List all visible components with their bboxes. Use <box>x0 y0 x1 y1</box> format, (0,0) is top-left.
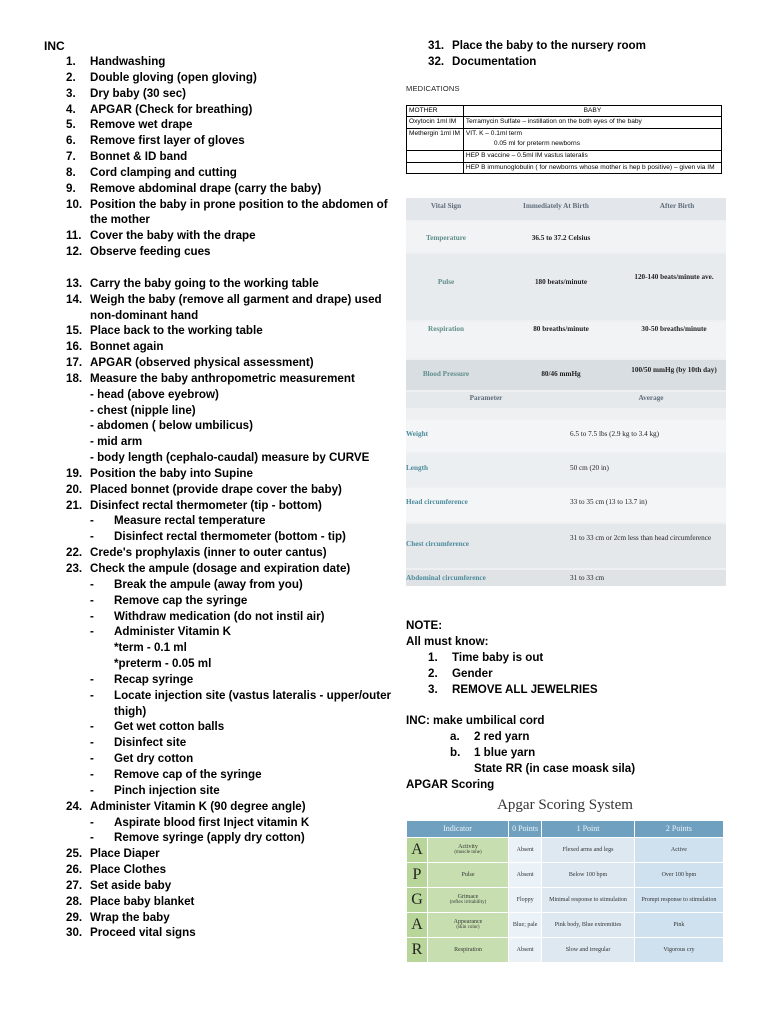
param-label: Weight <box>406 430 428 439</box>
step-item: 26. Place Clothes <box>66 863 167 877</box>
step-item: 4. APGAR (Check for breathing) <box>66 102 253 116</box>
table-row: P Pulse Absent Below 100 bpm Over 100 bpm <box>407 862 724 887</box>
params-header-parameter: Parameter <box>469 394 503 403</box>
medications-table <box>406 105 722 175</box>
apgar-title: Apgar Scoring System <box>497 796 633 813</box>
param-value: 50 cm (20 in) <box>570 464 609 473</box>
sub-item: - Locate injection site (vastus lateralis - upper/outer thigh) <box>90 688 394 720</box>
step-item: 24. Administer Vitamin K (90 degree angle) - Aspirate blood first Inject vitamin K - Remove syringe (apply dry cotton) <box>44 799 394 847</box>
step-item: 25. Place Diaper <box>66 847 160 861</box>
step-item: 28. Place baby blanket <box>66 894 195 908</box>
param-label: Abdominal circumference <box>406 574 486 583</box>
vitals-value: 30-50 breaths/minute <box>641 325 707 334</box>
cord-title: INC: make umbilical cord <box>406 714 545 728</box>
step-item: 7. Bonnet & ID band <box>66 150 188 164</box>
params-header-average: Average <box>638 394 664 403</box>
table-row: R Respiration Absent Slow and irregular Vigorous cry <box>407 937 724 962</box>
apgar-header: Indicator <box>407 820 509 837</box>
step-item: 5. Remove wet drape <box>66 118 193 132</box>
list-item: b. 1 blue yarn <box>450 746 536 759</box>
sub-item: - Pinch injection site <box>90 783 394 799</box>
step-item: 2. Double gloving (open gloving) <box>66 70 257 84</box>
list-item: a. 2 red yarn <box>450 730 530 744</box>
table-row: A Appearance (skin color) Blue; pale Pink body, Blue extremities Pink <box>407 912 724 937</box>
step-item: 3. Dry baby (30 sec) <box>66 86 187 100</box>
vitals-value: 120-140 beats/minute ave. <box>634 273 714 282</box>
apgar-table <box>406 820 724 963</box>
step-item: 10. Position the baby in prone position to the abdomen of the mother <box>66 197 388 227</box>
step-item: 16. Bonnet again <box>66 340 164 354</box>
dose-item: *preterm - 0.05 ml <box>114 657 212 671</box>
apgar-scoring-image <box>406 797 724 963</box>
state-rr-text: State RR (in case moask sila) <box>474 761 636 775</box>
step-item: 29. Wrap the baby <box>66 910 170 924</box>
apgar-header: 2 Points <box>634 820 723 837</box>
sub-item: - Remove syringe (apply dry cotton) <box>90 830 394 846</box>
note-list <box>406 650 736 698</box>
sub-item: - Withdraw medication (do not instil air) <box>90 609 394 625</box>
vitals-header-sign: Vital Sign <box>430 202 462 211</box>
sub-item: - chest (nipple line) <box>90 403 196 417</box>
step-item: 20. Placed bonnet (provide drape cover the baby) <box>66 482 342 496</box>
table-row: A Activity (muscle tone) Absent Flexed arms and legs Active <box>407 837 724 862</box>
sub-item: - Remove cap the syringe <box>90 593 394 609</box>
list-item: 3. REMOVE ALL JEWELRIES <box>428 682 598 696</box>
procedure-steps-continued <box>406 38 736 70</box>
step-item: 8. Cord clamping and cutting <box>66 165 237 179</box>
step-item: 19. Position the baby into Supine <box>66 466 253 480</box>
param-value: 31 to 33 cm <box>570 574 605 583</box>
list-item: 2. Gender <box>428 666 493 680</box>
sub-item: - abdomen ( below umbilicus) <box>90 419 253 433</box>
vitals-value: 80 breaths/minute <box>533 325 589 334</box>
step-item: 22. Crede's prophylaxis (inner to outer cantus) <box>66 546 327 560</box>
sub-item: - Break the ampule (away from you) <box>90 577 394 593</box>
dose-item: *term - 0.1 ml <box>114 641 187 655</box>
vitals-value: 180 beats/minute <box>534 278 588 287</box>
section-heading-inc: INC <box>44 39 65 53</box>
apgar-header: 0 Points <box>509 820 542 837</box>
sub-item: - head (above eyebrow) <box>90 387 219 401</box>
sub-item: - Disinfect rectal thermometer (bottom - tip) <box>90 529 394 545</box>
step-item: 31. Place the baby to the nursery room <box>428 39 646 52</box>
step-item: 21. Disinfect rectal thermometer (tip - bottom) - Measure rectal temperature - Disinfect rectal thermometer (bottom - tip) <box>44 498 394 546</box>
step-item: 1. Handwashing <box>66 55 166 68</box>
note-title: NOTE: <box>406 619 443 633</box>
sub-item: - mid arm <box>90 435 143 449</box>
table-row: G Grimace (reflex irritability) Floppy Minimal response to stimulation Prompt response to stimulation <box>407 887 724 912</box>
table-row: Methergin 1ml IM VIT. K – 0.1ml term <box>407 128 722 139</box>
step-item: 11. Cover the baby with the drape <box>66 229 256 243</box>
vitals-header-at-birth: Immediately At Birth <box>523 202 589 211</box>
sub-item: - Disinfect site <box>90 735 394 751</box>
cord-list <box>406 729 736 761</box>
sub-item: - Remove cap of the syringe <box>90 767 394 783</box>
right-column <box>406 38 736 963</box>
sub-item: - Aspirate blood first Inject vitamin K <box>90 815 394 831</box>
table-row: Oxytocin 1ml IM Terramycin Sulfate – instillation on the both eyes of the baby <box>407 117 722 129</box>
sub-item: - Measure rectal temperature <box>90 513 394 529</box>
param-value: 6.5 to 7.5 lbs (2.9 kg to 3.4 kg) <box>570 430 660 439</box>
vitals-label: Blood Pressure <box>422 370 470 379</box>
vitals-value: 100/50 mmHg (by 10th day) <box>631 366 717 375</box>
sub-item: - Administer Vitamin K <box>90 624 394 640</box>
vitals-label: Pulse <box>437 278 455 287</box>
step-item: 13. Carry the baby going to the working table <box>66 276 319 290</box>
table-row: 0.05 ml for preterm newborns <box>407 139 722 150</box>
step-item: 27. Set aside baby <box>66 878 172 892</box>
param-label: Head circumference <box>406 498 468 507</box>
table-row: HEP B immunoglobulin ( for newborns whose mother is hep b positive) – given via IM <box>407 162 722 174</box>
apgar-header: 1 Point <box>542 820 635 837</box>
med-header-mother: MOTHER <box>407 105 464 117</box>
sub-item: - body length (cephalo-caudal) measure by CURVE <box>90 451 370 465</box>
step-item: 6. Remove first layer of gloves <box>66 134 245 148</box>
step-item: 30. Proceed vital signs <box>66 926 196 940</box>
step-item: 17. APGAR (observed physical assessment) <box>66 356 314 370</box>
med-header-baby: BABY <box>463 105 721 117</box>
vitals-value: 36.5 to 37.2 Celsius <box>531 234 591 243</box>
procedure-steps <box>44 54 394 941</box>
param-label: Chest circumference <box>406 540 469 549</box>
step-item: 32. Documentation <box>428 54 537 68</box>
left-column <box>44 38 394 941</box>
medications-title: MEDICATIONS <box>406 83 460 93</box>
sub-item: - Recap syringe <box>90 672 394 688</box>
vital-signs-image <box>406 198 726 586</box>
param-label: Length <box>406 464 428 473</box>
vitals-value: 80/46 mmHg <box>541 370 581 379</box>
vitals-label: Temperature <box>426 234 466 243</box>
list-item: 1. Time baby is out <box>428 650 544 664</box>
vitals-label: Respiration <box>428 325 464 334</box>
step-item: 14. Weigh the baby (remove all garment and drape) used non-dominant hand <box>66 292 382 322</box>
sub-item: - Get wet cotton balls <box>90 719 394 735</box>
apgar-label: APGAR Scoring <box>406 777 495 791</box>
param-value: 31 to 33 cm or 2cm less than head circumference <box>570 534 712 543</box>
step-item: 12. Observe feeding cues <box>66 245 211 259</box>
sub-item: - Get dry cotton <box>90 751 394 767</box>
step-item: 18. Measure the baby anthropometric measurement - head (above eyebrow) - chest (nipple line) - abdomen ( below umbilicus) - mid arm - body length (cephalo-caudal) measure by CURVE <box>44 371 394 466</box>
step-item: 15. Place back to the working table <box>66 324 263 338</box>
note-subtitle: All must know: <box>406 635 489 649</box>
step-item: 9. Remove abdominal drape (carry the baby) <box>66 181 322 195</box>
param-value: 33 to 35 cm (13 to 13.7 in) <box>570 498 648 507</box>
vitals-header-after-birth: After Birth <box>659 202 695 211</box>
table-row: HEP B vaccine – 0.5ml IM vastus lateralis <box>407 151 722 163</box>
notes-section <box>406 618 736 792</box>
step-item: 23. Check the ampule (dosage and expiration date) - Break the ampule (away from you) - Remove cap the syringe - Withdraw medication (do not instil air) - Administer Vitamin K *term - 0.1 ml *preterm - 0.05 ml - Recap syringe - Locate injection site (vastus lateralis - upper/outer thigh) - Get wet cotton balls - Disinfect site - Get dry cotton - Remove cap of the syringe - Pinch injection site <box>44 561 394 799</box>
